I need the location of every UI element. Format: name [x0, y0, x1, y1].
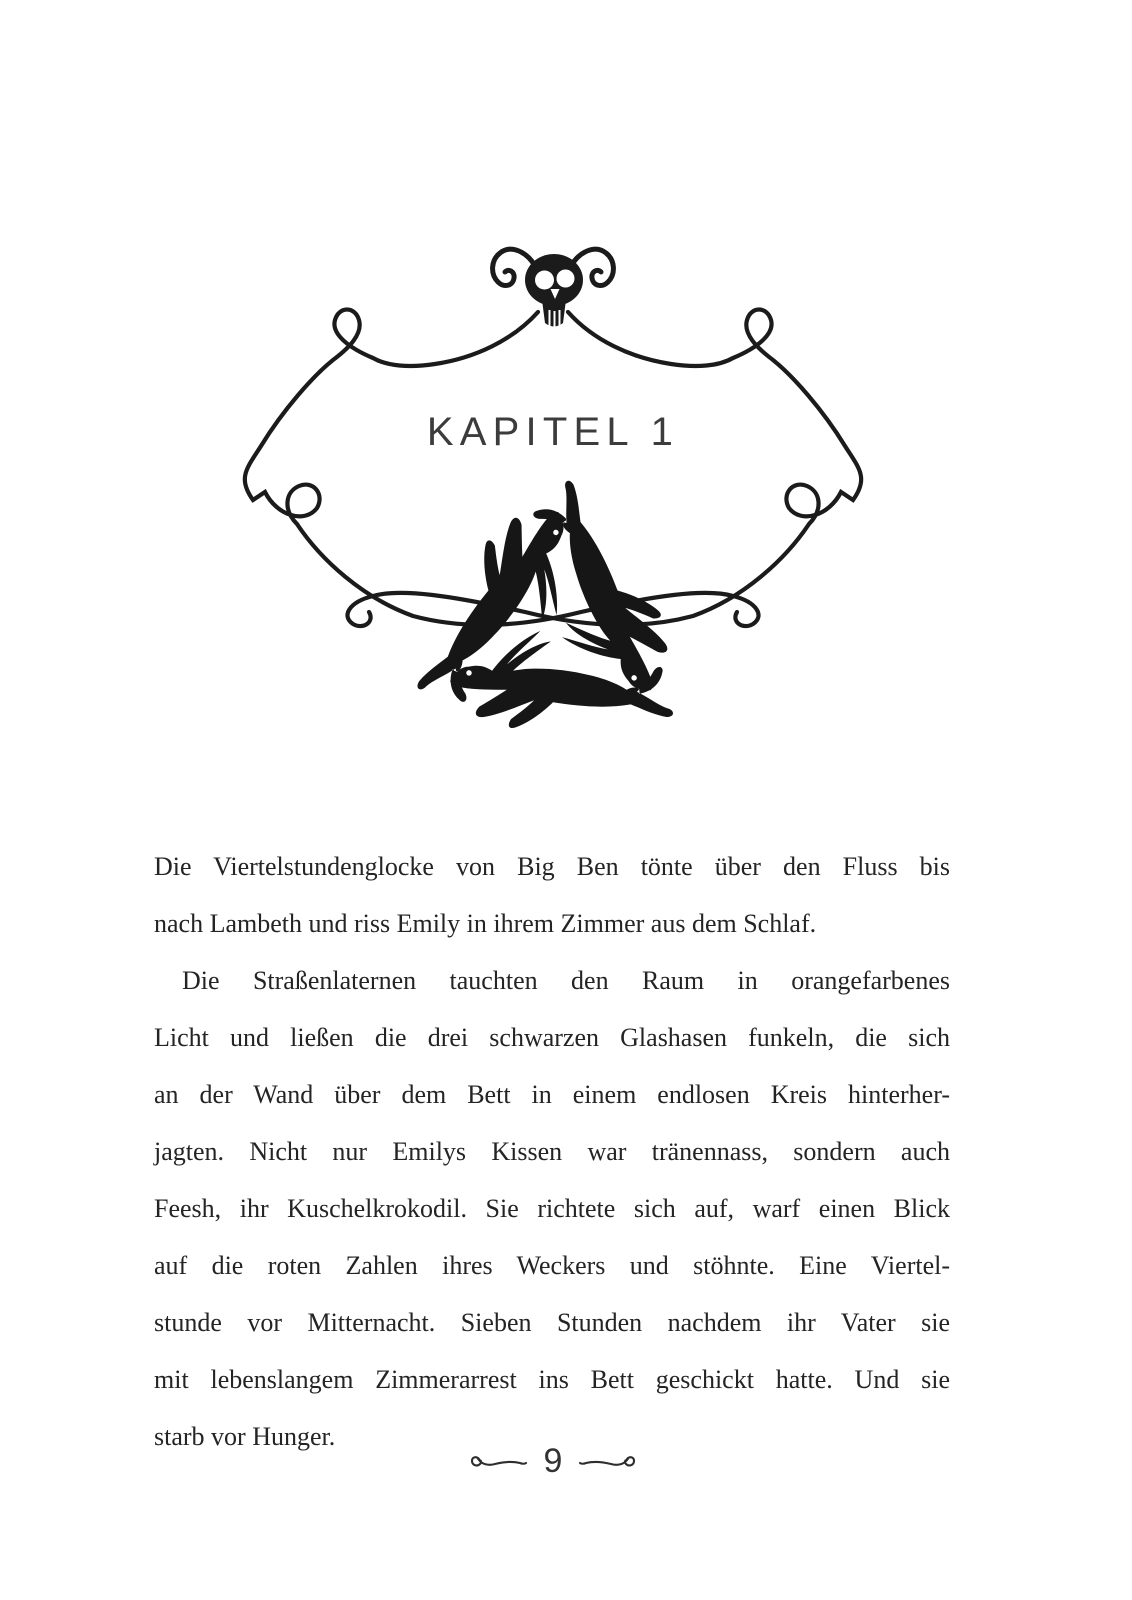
page-footer: [403, 1444, 703, 1480]
body-text: [154, 838, 950, 1465]
text-line: starb vor Hunger.: [154, 1422, 336, 1451]
chapter-title: KAPITEL 1: [426, 410, 680, 454]
text-line: mit lebenslangem Zimmerarrest ins Bett geschickt hatte. Und sie: [154, 1365, 950, 1394]
text-line: Licht und ließen die drei schwarzen Glashasen funkeln, die sich: [154, 1023, 950, 1052]
three-hares-icon: [406, 474, 691, 730]
text-line: Feesh, ihr Kuschelkrokodil. Sie richtete sich auf, warf einen Blick: [154, 1194, 950, 1223]
text-line: nach Lambeth und riss Emily in ihrem Zimmer aus dem Schlaf.: [154, 909, 817, 938]
text-line: an der Wand über dem Bett in einem endlosen Kreis hinterher-: [154, 1080, 950, 1109]
text-line: stunde vor Mitternacht. Sieben Stunden nachdem ihr Vater sie: [154, 1308, 950, 1337]
chapter-ornament: [213, 230, 893, 750]
text-line: jagten. Nicht nur Emilys Kissen war tränennass, sondern auch: [154, 1137, 950, 1166]
footer-flourish-left-icon: [470, 1452, 528, 1472]
page-number: 9: [543, 1442, 563, 1480]
skull-icon: [493, 249, 614, 328]
footer-flourish-right-icon: [578, 1452, 636, 1472]
text-line: Die Straßenlaternen tauchten den Raum in orangefarbenes: [182, 966, 950, 995]
text-line: auf die roten Zahlen ihres Weckers und stöhnte. Eine Viertel-: [154, 1251, 950, 1280]
text-line: Die Viertelstundenglocke von Big Ben tönte über den Fluss bis: [154, 852, 950, 881]
